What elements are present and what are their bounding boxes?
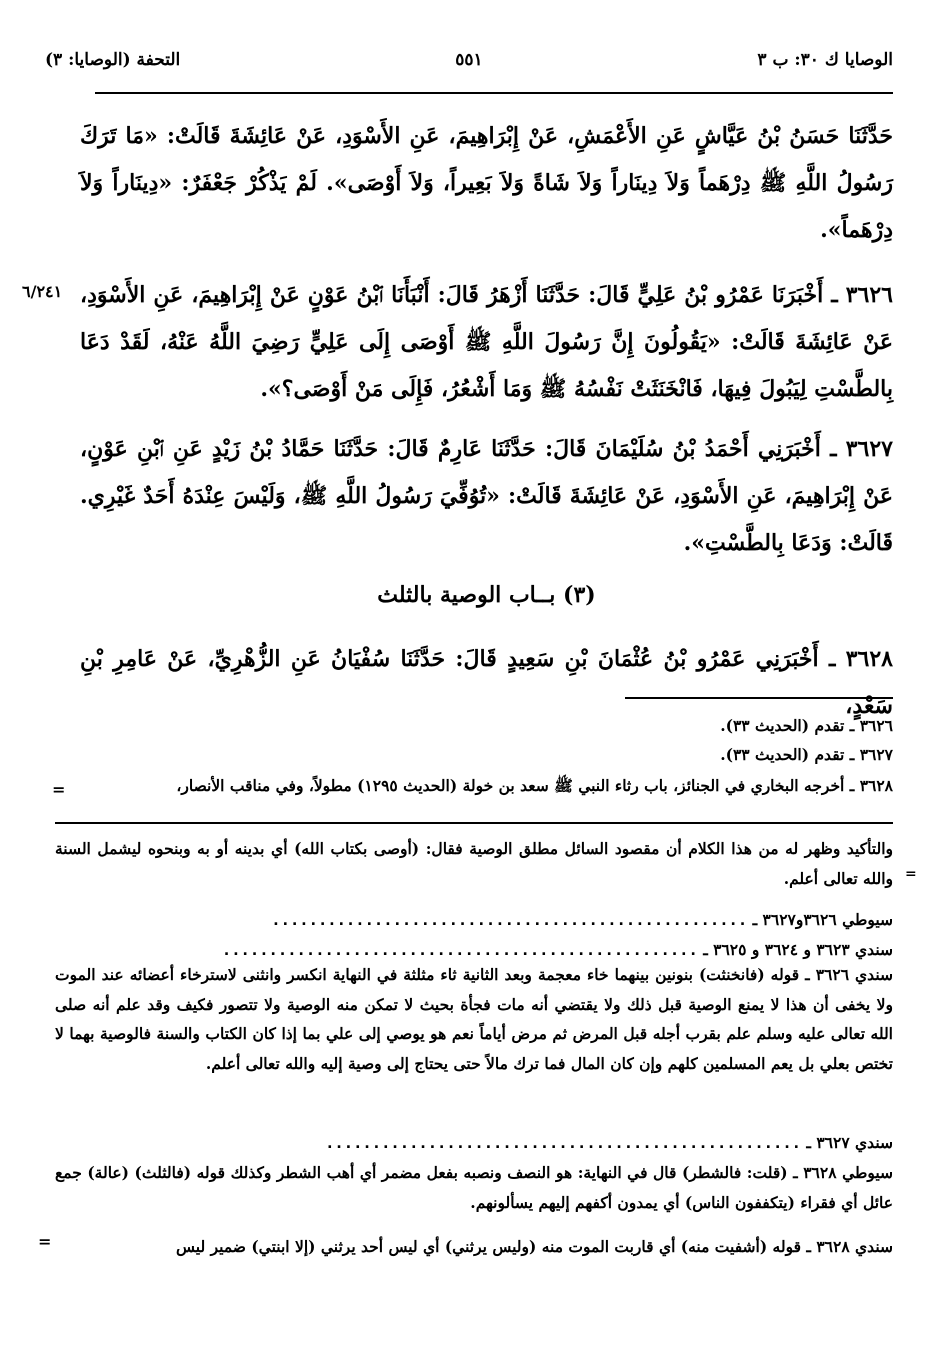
page-header <box>45 50 893 80</box>
commentary-sindi-3623-3625: سندي ٣٦٢٣ و ٣٦٢٤ و ٣٦٢٥ ـ ................................................... <box>221 940 893 959</box>
chapter-heading: (٣) بــاب الوصية بالثلث <box>377 582 596 608</box>
commentary-end-mark: = <box>38 1232 52 1251</box>
commentary-suyuti-3628: سيوطي ٣٦٢٨ ـ (قلت: فالشطر) قال في النهاية: هو النصف ونصبه بفعل مضمر أي أهب الشطر وكذلك قوله (فالثلث) (عالة) جمع عائل أي فقراء (يتكففون الناس) أي يمدون أكفهم إليهم يسألونهم. <box>55 1163 893 1212</box>
footnote-3626: ٣٦٢٦ ـ تقدم (الحديث ٣٣). <box>720 716 893 735</box>
commentary-sindi-3628: سندي ٣٦٢٨ ـ قوله (أشفيت منه) أي قاربت الموت منه (وليس يرثني) أي ليس أحد يرثني (إلا ابنتي) ضمير ليس <box>176 1237 893 1256</box>
dotted-leader: ................................................... <box>325 1134 801 1152</box>
commentary-intro: والتأكيد وظهر له من هذا الكلام أن مقصود السائل مطلق الوصية فقال: (أوصى بكتاب الله) أي بدينه أو به وبنحوه ليشمل السنة والله تعالى أعلم. <box>55 839 893 888</box>
commentary-sindi-3627: سندي ٣٦٢٧ ـ ................................................... <box>325 1133 893 1152</box>
commentary-continuation-mark: = <box>905 866 917 882</box>
dotted-leader: ................................................... <box>271 911 748 929</box>
page-number: ٥٥١ <box>455 50 483 70</box>
footnote-continuation-mark: = <box>52 780 66 799</box>
hadith-continuation: حَدَّثَنَا حَسَنُ بْنُ عَيَّاشٍ عَنِ الأَعْمَشِ، عَنْ إِبْرَاهِيمَ، عَنِ الأَسْوَدِ، عَنْ عَائِشَةَ قَالَتْ: «مَا تَرَكَ رَسُولُ اللَّهِ ﷺ دِرْهَماً وَلاَ دِينَاراً وَلاَ شَاةً وَلاَ بَعِيراً، وَلاَ أَوْصَى». لَمْ يَذْكُرْ جَعْفَرٌ: «دِينَاراً وَلاَ دِرْهَماً». <box>80 123 893 243</box>
commentary-suyuti-3626-3627: سيوطي ٣٦٢٦و٣٦٢٧ ـ ................................................... <box>271 910 893 929</box>
margin-reference: ٦/٢٤١ <box>22 282 63 301</box>
footnote-3628: ٣٦٢٨ ـ أخرجه البخاري في الجنائز، باب رثاء النبي ﷺ سعد بن خولة (الحديث ١٢٩٥) مطولاً، وفي مناقب الأنصار، <box>176 776 893 795</box>
header-chapter-ref: الوصايا ك ٣٠: ب ٣ <box>757 50 893 70</box>
header-rule <box>95 92 893 94</box>
footnote-3627: ٣٦٢٧ ـ تقدم (الحديث ٣٣). <box>720 745 893 764</box>
commentary-sindi-3626: سندي ٣٦٢٦ ـ قوله (فانخنثت) بنونين بينهما خاء معجمة وبعد الثانية ثاء مثلثة في النهاية انكسر وانثنى لاسترخاء أعضائه عند الموت ولا يخفى أن هذا لا يمنع الوصية قبل ذلك ولا يقتضي أنه مات فجأة بحيث لا تمكن منه الوصية ولا تتصور فكيف وقد علم أنه صلى الله تعالى عليه وسلم علم بقرب أجله قبل المرض ثم مرض أياماً نعم هو يوصي إلى علي بما إذا كان الكتاب والسنة فالوصية بهما لا تختص بعلي بل يعم المسلمين كلهم وإن كان المال فما ترك مالاً حتى يحتاج إلى وصية إليه والله تعالى أعلم. <box>55 965 893 1073</box>
dotted-leader: ................................................... <box>221 941 698 959</box>
footnote-separator <box>625 697 893 699</box>
hadith-3627: ٣٦٢٧ ـ أَخْبَرَنِي أَحْمَدُ بْنُ سُلَيْمَانَ قَالَ: حَدَّثَنَا عَارِمٌ قَالَ: حَدَّثَنَا حَمَّادُ بْنُ زَيْدٍ عَنِ ٱبْنِ عَوْنٍ، عَنْ إِبْرَاهِيمَ، عَنِ الأَسْوَدِ، عَنْ عَائِشَةَ قَالَتْ: «تُوُفِّيَ رَسُولُ اللَّهِ ﷺ، وَلَيْسَ عِنْدَهُ أَحَدٌ غَيْرِي. قَالَتْ: وَدَعَا بِالطَّسْتِ». <box>80 436 893 556</box>
header-tuhfa-ref: التحفة (الوصايا: ٣) <box>45 50 181 70</box>
commentary-separator <box>55 822 893 824</box>
hadith-3628: ٣٦٢٨ ـ أَخْبَرَنِي عَمْرُو بْنُ عُثْمَانَ بْنِ سَعِيدٍ قَالَ: حَدَّثَنَا سُفْيَانُ عَنِ الزُّهْرِيِّ، عَنْ عَامِرِ بْنِ سَعْدٍ، <box>80 646 893 719</box>
hadith-3626: ٣٦٢٦ ـ أَخْبَرَنَا عَمْرُو بْنُ عَلِيٍّ قَالَ: حَدَّثَنَا أَزْهَرُ قَالَ: أَنْبَأَنَا ٱبْنُ عَوْنٍ عَنْ إِبْرَاهِيمَ، عَنِ الأَسْوَدِ، عَنْ عَائِشَةَ قَالَتْ: «يَقُولُونَ إِنَّ رَسُولَ اللَّهِ ﷺ أَوْصَى إِلَى عَلِيٍّ رَضِيَ اللَّهُ عَنْهُ، لَقَدْ دَعَا بِالطَّسْتِ لِيَبُولَ فِيهَا، فَانْخَنَثَتْ نَفْسُهُ ﷺ وَمَا أَشْعُرُ، فَإِلَى مَنْ أَوْصَى؟». <box>80 282 893 402</box>
